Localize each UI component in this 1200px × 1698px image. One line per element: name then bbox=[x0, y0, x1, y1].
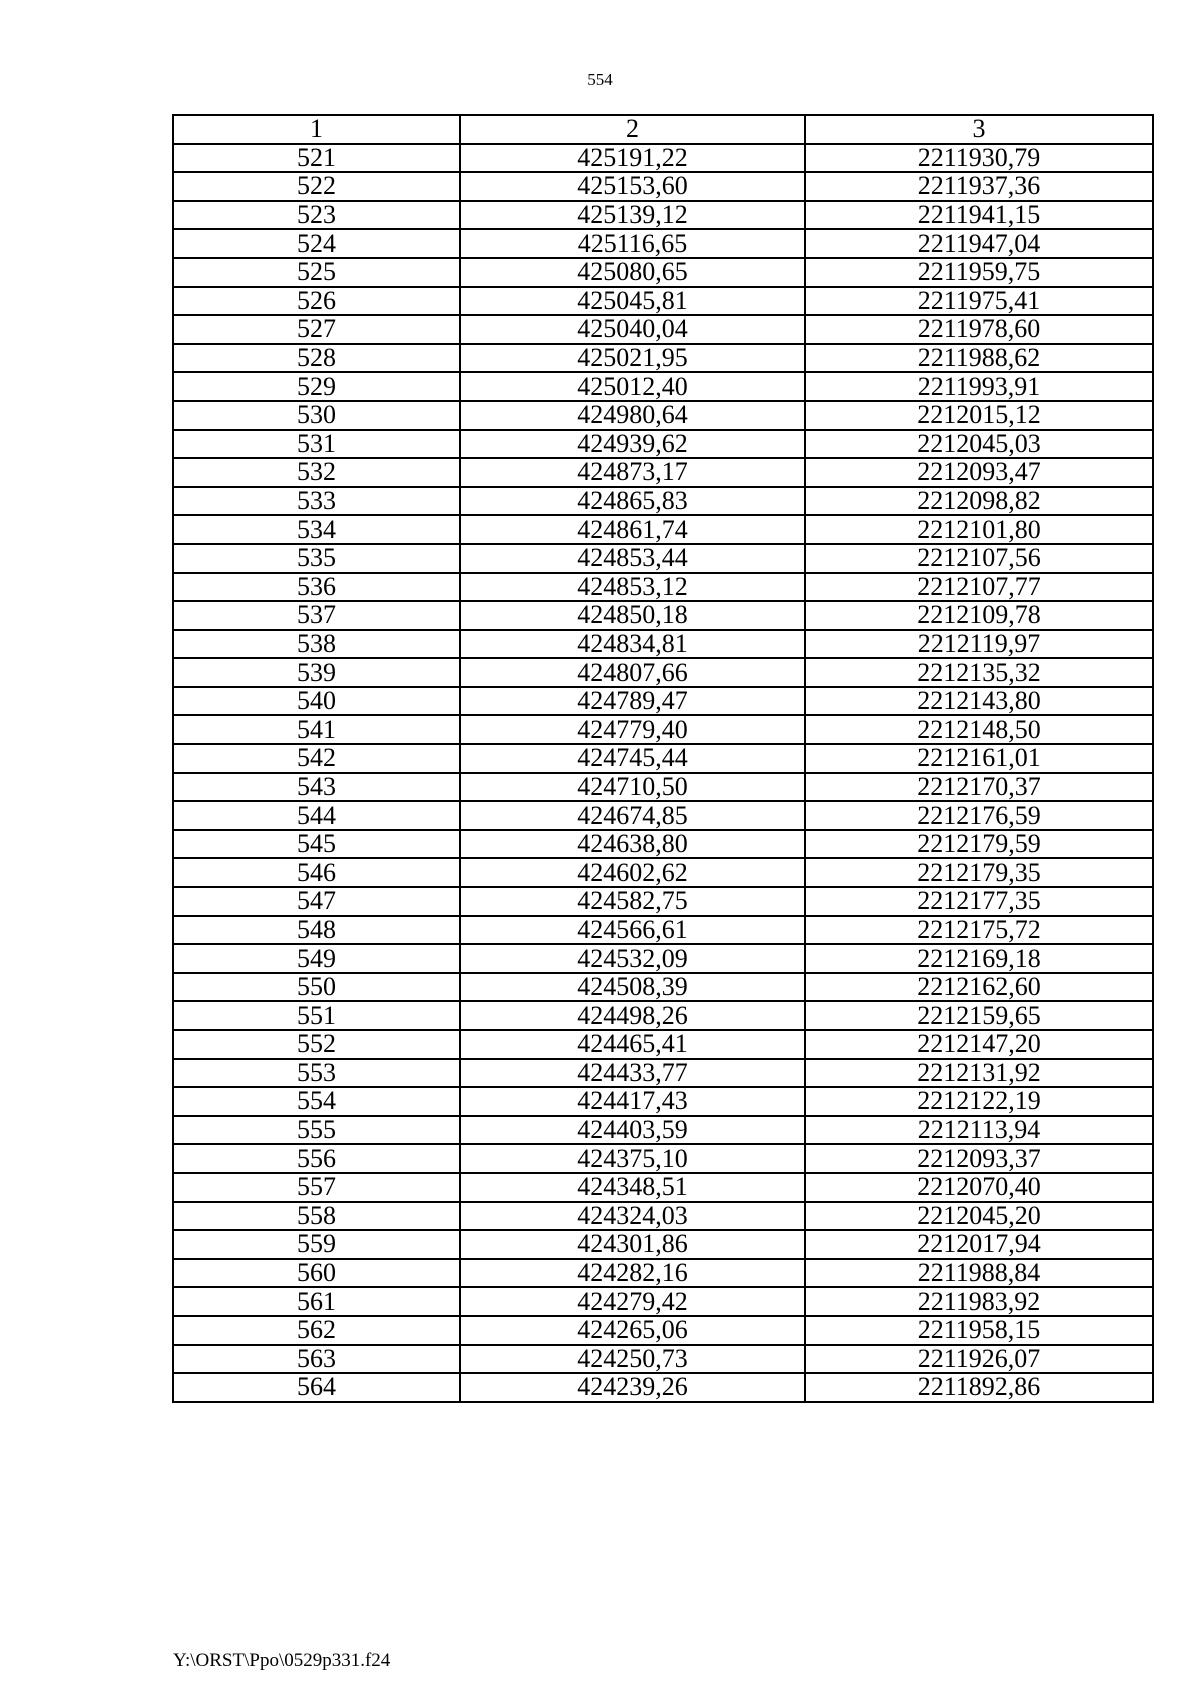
table-row bbox=[173, 201, 1153, 230]
coordinate-y-cell: 2211988,62 bbox=[805, 344, 1153, 373]
coordinate-x-cell: 425021,95 bbox=[460, 344, 805, 373]
coordinate-x-cell: 424433,77 bbox=[460, 1059, 805, 1088]
table-row bbox=[173, 372, 1153, 401]
coordinate-y-cell: 2212122,19 bbox=[805, 1087, 1153, 1116]
coordinate-x-cell: 425153,60 bbox=[460, 172, 805, 201]
point-number-cell: 557 bbox=[173, 1173, 460, 1202]
coordinate-y-cell: 2212098,82 bbox=[805, 487, 1153, 516]
coordinate-x-cell: 424582,75 bbox=[460, 887, 805, 916]
point-number-cell: 559 bbox=[173, 1230, 460, 1259]
point-number-cell: 560 bbox=[173, 1259, 460, 1288]
coordinate-y-cell: 2212143,80 bbox=[805, 687, 1153, 716]
point-number-cell: 564 bbox=[173, 1373, 460, 1402]
coordinate-x-cell: 425040,04 bbox=[460, 315, 805, 344]
table-row bbox=[173, 1116, 1153, 1145]
coordinate-y-cell: 2212162,60 bbox=[805, 973, 1153, 1002]
table-row bbox=[173, 944, 1153, 973]
coordinate-y-cell: 2211958,15 bbox=[805, 1316, 1153, 1345]
table-row bbox=[173, 858, 1153, 887]
point-number-cell: 535 bbox=[173, 544, 460, 573]
point-number-cell: 542 bbox=[173, 744, 460, 773]
point-number-cell: 538 bbox=[173, 630, 460, 659]
point-number-cell: 536 bbox=[173, 573, 460, 602]
page-number: 554 bbox=[587, 70, 613, 89]
point-number-cell: 563 bbox=[173, 1345, 460, 1374]
coordinate-x-cell: 424508,39 bbox=[460, 973, 805, 1002]
table-row bbox=[173, 715, 1153, 744]
point-number-cell: 548 bbox=[173, 916, 460, 945]
coordinate-y-cell: 2212045,20 bbox=[805, 1202, 1153, 1231]
point-number-cell: 526 bbox=[173, 287, 460, 316]
coordinate-y-cell: 2211975,41 bbox=[805, 287, 1153, 316]
table-row bbox=[173, 144, 1153, 173]
coordinate-y-cell: 2212161,01 bbox=[805, 744, 1153, 773]
coordinate-y-cell: 2212015,12 bbox=[805, 401, 1153, 430]
point-number-cell: 523 bbox=[173, 201, 460, 230]
coordinate-y-cell: 2211947,04 bbox=[805, 229, 1153, 258]
table-row bbox=[173, 544, 1153, 573]
table-row bbox=[173, 658, 1153, 687]
coordinate-y-cell: 2211988,84 bbox=[805, 1259, 1153, 1288]
point-number-cell: 561 bbox=[173, 1287, 460, 1316]
coordinate-x-cell: 425045,81 bbox=[460, 287, 805, 316]
coordinate-y-cell: 2212045,03 bbox=[805, 430, 1153, 459]
point-number-cell: 543 bbox=[173, 773, 460, 802]
table-row bbox=[173, 1059, 1153, 1088]
table-row bbox=[173, 487, 1153, 516]
table-row bbox=[173, 1087, 1153, 1116]
point-number-cell: 556 bbox=[173, 1144, 460, 1173]
point-number-cell: 525 bbox=[173, 258, 460, 287]
point-number-cell: 532 bbox=[173, 458, 460, 487]
coordinate-x-cell: 424789,47 bbox=[460, 687, 805, 716]
table-row bbox=[173, 430, 1153, 459]
point-number-cell: 551 bbox=[173, 1001, 460, 1030]
point-number-cell: 552 bbox=[173, 1030, 460, 1059]
coordinate-x-cell: 424850,18 bbox=[460, 601, 805, 630]
table-row bbox=[173, 344, 1153, 373]
coordinate-y-cell: 2212177,35 bbox=[805, 887, 1153, 916]
coordinate-y-cell: 2212176,59 bbox=[805, 801, 1153, 830]
coordinate-y-cell: 2212070,40 bbox=[805, 1173, 1153, 1202]
coordinate-x-cell: 424498,26 bbox=[460, 1001, 805, 1030]
point-number-cell: 531 bbox=[173, 430, 460, 459]
point-number-cell: 553 bbox=[173, 1059, 460, 1088]
table-row bbox=[173, 1030, 1153, 1059]
coordinate-y-cell: 2212017,94 bbox=[805, 1230, 1153, 1259]
table-row bbox=[173, 287, 1153, 316]
coordinate-y-cell: 2212135,32 bbox=[805, 658, 1153, 687]
coordinate-y-cell: 2212107,77 bbox=[805, 573, 1153, 602]
point-number-cell: 541 bbox=[173, 715, 460, 744]
coordinate-x-cell: 424375,10 bbox=[460, 1144, 805, 1173]
coordinate-x-cell: 424939,62 bbox=[460, 430, 805, 459]
table-row bbox=[173, 744, 1153, 773]
coordinates-table bbox=[172, 114, 1154, 1403]
point-number-cell: 527 bbox=[173, 315, 460, 344]
point-number-cell: 558 bbox=[173, 1202, 460, 1231]
coordinate-x-cell: 425080,65 bbox=[460, 258, 805, 287]
table-body bbox=[173, 144, 1153, 1402]
table-header-row bbox=[173, 115, 1153, 144]
table-row bbox=[173, 687, 1153, 716]
point-number-cell: 533 bbox=[173, 487, 460, 516]
point-number-cell: 562 bbox=[173, 1316, 460, 1345]
coordinate-x-cell: 425139,12 bbox=[460, 201, 805, 230]
coordinate-y-cell: 2212179,59 bbox=[805, 830, 1153, 859]
coordinate-y-cell: 2212148,50 bbox=[805, 715, 1153, 744]
coordinate-x-cell: 424980,64 bbox=[460, 401, 805, 430]
point-number-cell: 550 bbox=[173, 973, 460, 1002]
table-row bbox=[173, 1373, 1153, 1402]
coordinate-x-cell: 424638,80 bbox=[460, 830, 805, 859]
coordinate-y-cell: 2212093,47 bbox=[805, 458, 1153, 487]
table-row bbox=[173, 973, 1153, 1002]
coordinate-x-cell: 424465,41 bbox=[460, 1030, 805, 1059]
table-row bbox=[173, 458, 1153, 487]
table-row bbox=[173, 172, 1153, 201]
coordinate-y-cell: 2212147,20 bbox=[805, 1030, 1153, 1059]
point-number-cell: 554 bbox=[173, 1087, 460, 1116]
table-row bbox=[173, 1259, 1153, 1288]
coordinate-x-cell: 424265,06 bbox=[460, 1316, 805, 1345]
coordinate-x-cell: 424403,59 bbox=[460, 1116, 805, 1145]
coordinate-x-cell: 424807,66 bbox=[460, 658, 805, 687]
coordinate-x-cell: 424834,81 bbox=[460, 630, 805, 659]
point-number-cell: 534 bbox=[173, 515, 460, 544]
coordinate-x-cell: 424602,62 bbox=[460, 858, 805, 887]
coordinate-x-cell: 424532,09 bbox=[460, 944, 805, 973]
coordinate-y-cell: 2212093,37 bbox=[805, 1144, 1153, 1173]
table-row bbox=[173, 830, 1153, 859]
coordinate-x-cell: 424853,44 bbox=[460, 544, 805, 573]
table-row bbox=[173, 1316, 1153, 1345]
table-row bbox=[173, 1287, 1153, 1316]
point-number-cell: 528 bbox=[173, 344, 460, 373]
coordinate-y-cell: 2211983,92 bbox=[805, 1287, 1153, 1316]
table-row bbox=[173, 916, 1153, 945]
table-row bbox=[173, 573, 1153, 602]
footer-file-path: Y:\ORST\Ppo\0529p331.f24 bbox=[173, 1650, 391, 1671]
table-row bbox=[173, 258, 1153, 287]
table-row bbox=[173, 801, 1153, 830]
coordinate-y-cell: 2211941,15 bbox=[805, 201, 1153, 230]
coordinate-x-cell: 424348,51 bbox=[460, 1173, 805, 1202]
coordinate-y-cell: 2211892,86 bbox=[805, 1373, 1153, 1402]
coordinate-y-cell: 2212169,18 bbox=[805, 944, 1153, 973]
point-number-cell: 546 bbox=[173, 858, 460, 887]
coordinate-x-cell: 424865,83 bbox=[460, 487, 805, 516]
coordinate-x-cell: 424745,44 bbox=[460, 744, 805, 773]
point-number-cell: 530 bbox=[173, 401, 460, 430]
coordinate-y-cell: 2212179,35 bbox=[805, 858, 1153, 887]
table-row bbox=[173, 315, 1153, 344]
coordinate-x-cell: 424861,74 bbox=[460, 515, 805, 544]
point-number-cell: 547 bbox=[173, 887, 460, 916]
column-header-3: 3 bbox=[805, 115, 1153, 144]
point-number-cell: 522 bbox=[173, 172, 460, 201]
coordinate-x-cell: 424417,43 bbox=[460, 1087, 805, 1116]
coordinate-x-cell: 424279,42 bbox=[460, 1287, 805, 1316]
table-row bbox=[173, 1144, 1153, 1173]
point-number-cell: 529 bbox=[173, 372, 460, 401]
coordinate-x-cell: 424674,85 bbox=[460, 801, 805, 830]
column-header-1: 1 bbox=[173, 115, 460, 144]
point-number-cell: 540 bbox=[173, 687, 460, 716]
coordinate-y-cell: 2212159,65 bbox=[805, 1001, 1153, 1030]
table-row bbox=[173, 515, 1153, 544]
point-number-cell: 545 bbox=[173, 830, 460, 859]
table-row bbox=[173, 601, 1153, 630]
coordinate-y-cell: 2211959,75 bbox=[805, 258, 1153, 287]
point-number-cell: 549 bbox=[173, 944, 460, 973]
coordinate-x-cell: 424710,50 bbox=[460, 773, 805, 802]
coordinate-x-cell: 424282,16 bbox=[460, 1259, 805, 1288]
coordinate-x-cell: 424779,40 bbox=[460, 715, 805, 744]
point-number-cell: 521 bbox=[173, 144, 460, 173]
coordinate-y-cell: 2212131,92 bbox=[805, 1059, 1153, 1088]
table-row bbox=[173, 1001, 1153, 1030]
table-row bbox=[173, 630, 1153, 659]
coordinate-y-cell: 2211993,91 bbox=[805, 372, 1153, 401]
coordinate-y-cell: 2212107,56 bbox=[805, 544, 1153, 573]
coordinate-x-cell: 425191,22 bbox=[460, 144, 805, 173]
coordinate-x-cell: 424239,26 bbox=[460, 1373, 805, 1402]
table-row bbox=[173, 1345, 1153, 1374]
coordinate-y-cell: 2211930,79 bbox=[805, 144, 1153, 173]
coordinate-y-cell: 2212101,80 bbox=[805, 515, 1153, 544]
table-row bbox=[173, 401, 1153, 430]
coordinate-x-cell: 424853,12 bbox=[460, 573, 805, 602]
point-number-cell: 539 bbox=[173, 658, 460, 687]
coordinate-y-cell: 2212170,37 bbox=[805, 773, 1153, 802]
point-number-cell: 555 bbox=[173, 1116, 460, 1145]
coordinate-y-cell: 2212175,72 bbox=[805, 916, 1153, 945]
coordinate-x-cell: 424301,86 bbox=[460, 1230, 805, 1259]
coordinate-x-cell: 424250,73 bbox=[460, 1345, 805, 1374]
table-row bbox=[173, 1230, 1153, 1259]
coordinate-y-cell: 2212113,94 bbox=[805, 1116, 1153, 1145]
point-number-cell: 544 bbox=[173, 801, 460, 830]
table-row bbox=[173, 773, 1153, 802]
table-row bbox=[173, 1202, 1153, 1231]
coordinate-x-cell: 425012,40 bbox=[460, 372, 805, 401]
coordinate-y-cell: 2212109,78 bbox=[805, 601, 1153, 630]
coordinate-y-cell: 2211926,07 bbox=[805, 1345, 1153, 1374]
coordinate-y-cell: 2211978,60 bbox=[805, 315, 1153, 344]
coordinate-x-cell: 424324,03 bbox=[460, 1202, 805, 1231]
table-row bbox=[173, 229, 1153, 258]
table-row bbox=[173, 1173, 1153, 1202]
coordinate-x-cell: 424566,61 bbox=[460, 916, 805, 945]
coordinate-x-cell: 424873,17 bbox=[460, 458, 805, 487]
point-number-cell: 537 bbox=[173, 601, 460, 630]
coordinate-y-cell: 2211937,36 bbox=[805, 172, 1153, 201]
coordinate-y-cell: 2212119,97 bbox=[805, 630, 1153, 659]
column-header-2: 2 bbox=[460, 115, 805, 144]
coordinate-x-cell: 425116,65 bbox=[460, 229, 805, 258]
point-number-cell: 524 bbox=[173, 229, 460, 258]
table-row bbox=[173, 887, 1153, 916]
